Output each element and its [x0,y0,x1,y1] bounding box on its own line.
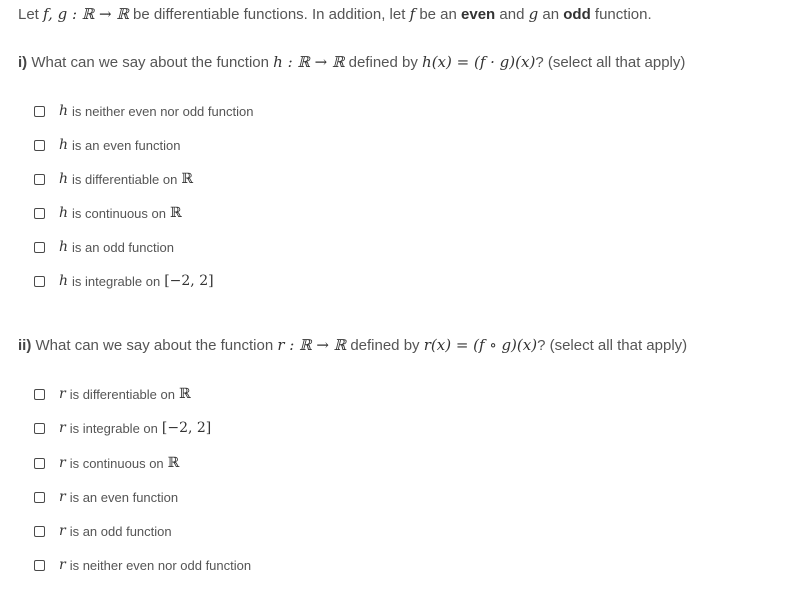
question-1-math-func: h : ℝ → ℝ [273,53,345,71]
q2-option-var: r [59,523,66,539]
q2-option-var: r [59,420,66,436]
intro-var-f: f [409,5,416,23]
question-2-lead: What can we say about the function [35,337,274,354]
q2-option-even-checkbox[interactable] [34,492,45,503]
question-1-defined-by: defined by [348,54,418,71]
q2-option-var: r [59,557,66,573]
q2-option-continuous-checkbox[interactable] [34,458,45,469]
q2-option-neither-label: is neither even nor odd function [69,557,252,573]
question-1-number: i) [18,54,28,71]
q1-option-var: h [59,171,69,187]
q1-option-continuous-math: ℝ [169,205,182,221]
q2-option-even-label: is an even function [69,489,179,505]
q1-option-var: h [59,137,69,153]
q1-option-integrable-math: [−2, 2] [164,273,214,289]
q1-option-differentiable-checkbox[interactable] [34,174,45,185]
q2-option-var: r [59,489,66,505]
q2-option-continuous-math: ℝ [167,455,180,471]
q1-option-differentiable[interactable] [34,171,193,187]
question-2-suffix: ? (select all that apply) [537,337,688,354]
q1-option-neither-label: is neither even nor odd function [72,103,254,119]
q1-option-var: h [59,205,69,221]
q2-option-odd-label: is an odd function [69,523,172,539]
q2-option-integrable[interactable] [34,420,211,436]
q1-option-integrable[interactable] [34,273,214,289]
q2-option-continuous-label: is continuous on [69,455,164,471]
q1-option-continuous-label: is continuous on [72,205,166,221]
q1-option-var: h [59,273,69,289]
question-2-defined-by: defined by [350,337,420,354]
q1-option-var: h [59,239,69,255]
q1-option-neither-checkbox[interactable] [34,106,45,117]
q2-option-odd[interactable] [34,523,172,539]
q1-option-even[interactable] [34,137,180,153]
intro-even-word: even [461,6,496,23]
q2-option-even[interactable] [34,489,178,505]
intro-odd-word: odd [563,6,591,23]
q1-option-differentiable-math: ℝ [181,171,193,187]
question-2-prompt [18,336,687,354]
question-2-math-def: r(x) = (f ∘ g)(x) [423,336,538,354]
q2-option-integrable-label: is integrable on [69,420,158,436]
q2-option-var: r [59,455,66,471]
q1-option-differentiable-label: is differentiable on [72,171,178,187]
q1-option-integrable-label: is integrable on [72,273,161,289]
q1-option-neither[interactable] [34,103,253,119]
intro-text-1: be differentiable functions. In addition, let [132,6,406,23]
q2-option-integrable-checkbox[interactable] [34,423,45,434]
q2-option-differentiable-checkbox[interactable] [34,389,45,400]
question-1-math-def: h(x) = (f · g)(x) [422,53,536,71]
intro-text-4: an [542,6,560,23]
q1-option-var: h [59,103,69,119]
intro-text-5: function. [594,6,652,23]
question-2-number: ii) [18,337,32,354]
q2-option-var: r [59,386,66,402]
q1-option-even-label: is an even function [72,137,181,153]
q1-option-integrable-checkbox[interactable] [34,276,45,287]
question-2-math-func: r : ℝ → ℝ [277,336,347,354]
q1-option-continuous[interactable] [34,205,182,221]
intro-text-3: and [499,6,525,23]
q2-option-odd-checkbox[interactable] [34,526,45,537]
q1-option-continuous-checkbox[interactable] [34,208,45,219]
q2-option-differentiable[interactable] [34,386,191,402]
intro-sentence [18,5,652,23]
q2-option-differentiable-math: ℝ [178,386,191,402]
q2-option-differentiable-label: is differentiable on [69,386,175,402]
question-1-prompt [18,53,685,71]
intro-prefix: Let [18,6,39,23]
intro-math-decl: f, g : ℝ → ℝ [43,5,129,23]
q2-option-neither[interactable] [34,557,251,573]
intro-var-g: g [528,5,539,23]
q1-option-odd[interactable] [34,239,174,255]
q2-option-neither-checkbox[interactable] [34,560,45,571]
question-1-suffix: ? (select all that apply) [535,54,686,71]
q1-option-even-checkbox[interactable] [34,140,45,151]
q1-option-odd-label: is an odd function [72,239,174,255]
q2-option-continuous[interactable] [34,455,179,471]
q2-option-integrable-math: [−2, 2] [161,420,212,436]
q1-option-odd-checkbox[interactable] [34,242,45,253]
question-1-lead: What can we say about the function [31,54,269,71]
intro-text-2: be an [419,6,457,23]
